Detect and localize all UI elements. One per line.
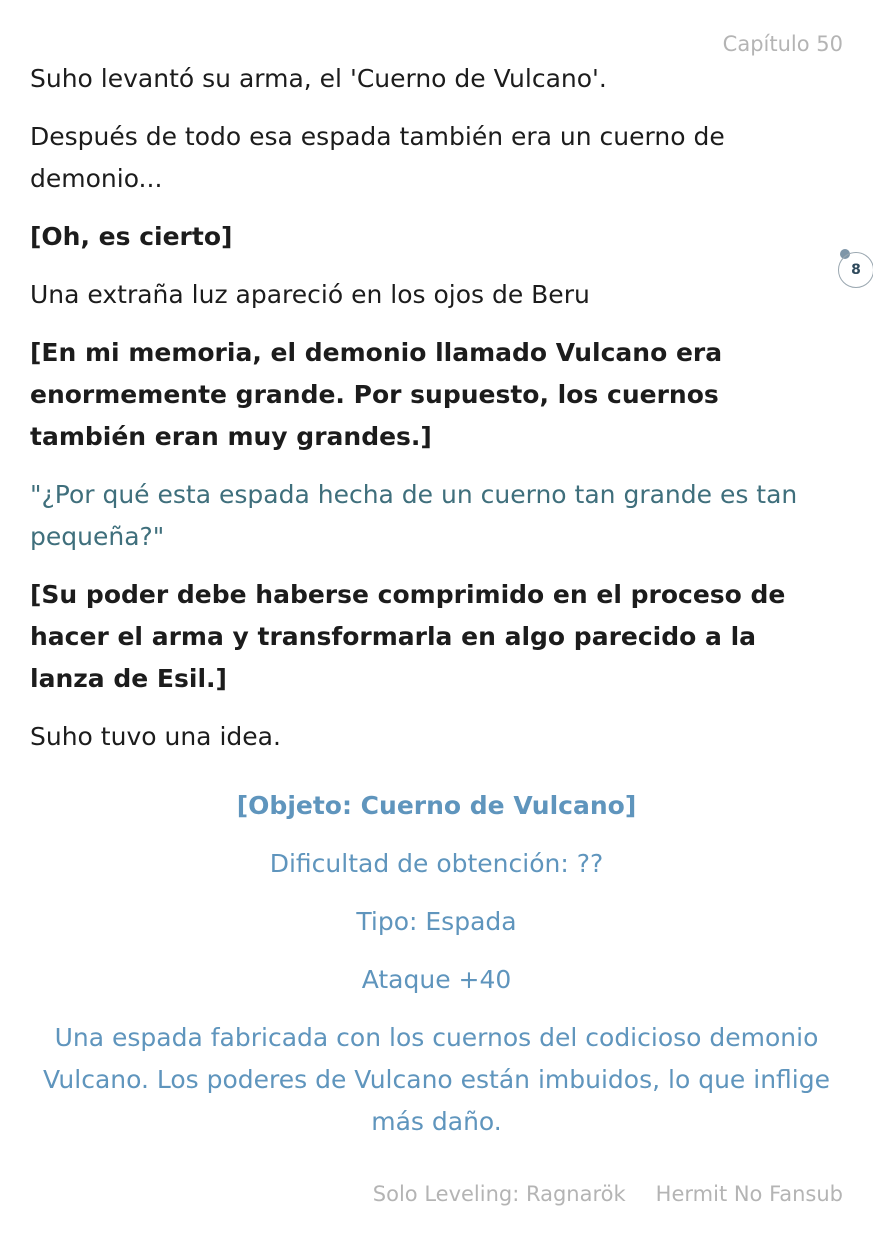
translator-group: Hermit No Fansub xyxy=(655,1182,843,1206)
chapter-label: Capítulo 50 xyxy=(722,32,843,56)
series-name: Solo Leveling: Ragnarök xyxy=(372,1182,626,1206)
paragraph-narration: Suho levantó su arma, el 'Cuerno de Vulcano'. xyxy=(30,64,607,93)
item-type: Tipo: Espada xyxy=(356,907,517,936)
footer-credits xyxy=(373,1182,843,1206)
item-info-box xyxy=(0,785,873,1143)
paragraph-narration: Después de todo esa espada también era un cuerno de demonio... xyxy=(30,122,725,193)
item-difficulty: Dificultad de obtención: ?? xyxy=(269,849,604,878)
paragraph-suho-dialog: "¿Por qué esta espada hecha de un cuerno tan grande es tan pequeña?" xyxy=(30,480,798,551)
story-text xyxy=(30,58,830,774)
paragraph-beru-speech: [Su poder debe haberse comprimido en el proceso de hacer el arma y transformarla en algo parecido a la lanza de Esil.] xyxy=(30,580,786,693)
paragraph-beru-speech: [Oh, es cierto] xyxy=(30,222,233,251)
item-title: [Objeto: Cuerno de Vulcano] xyxy=(236,791,637,820)
paragraph-narration: Suho tuvo una idea. xyxy=(30,722,281,751)
paragraph-narration: Una extraña luz apareció en los ojos de Beru xyxy=(30,280,590,309)
item-description: Una espada fabricada con los cuernos del codicioso demonio Vulcano. Los poderes de Vulcano están imbuidos, lo que inflige más daño. xyxy=(43,1023,830,1136)
paragraph-beru-speech: [En mi memoria, el demonio llamado Vulcano era enormemente grande. Por supuesto, los cuernos también eran muy grandes.] xyxy=(30,338,723,451)
page-number-badge[interactable]: 8 xyxy=(838,252,873,288)
item-attack: Ataque +40 xyxy=(361,965,512,994)
